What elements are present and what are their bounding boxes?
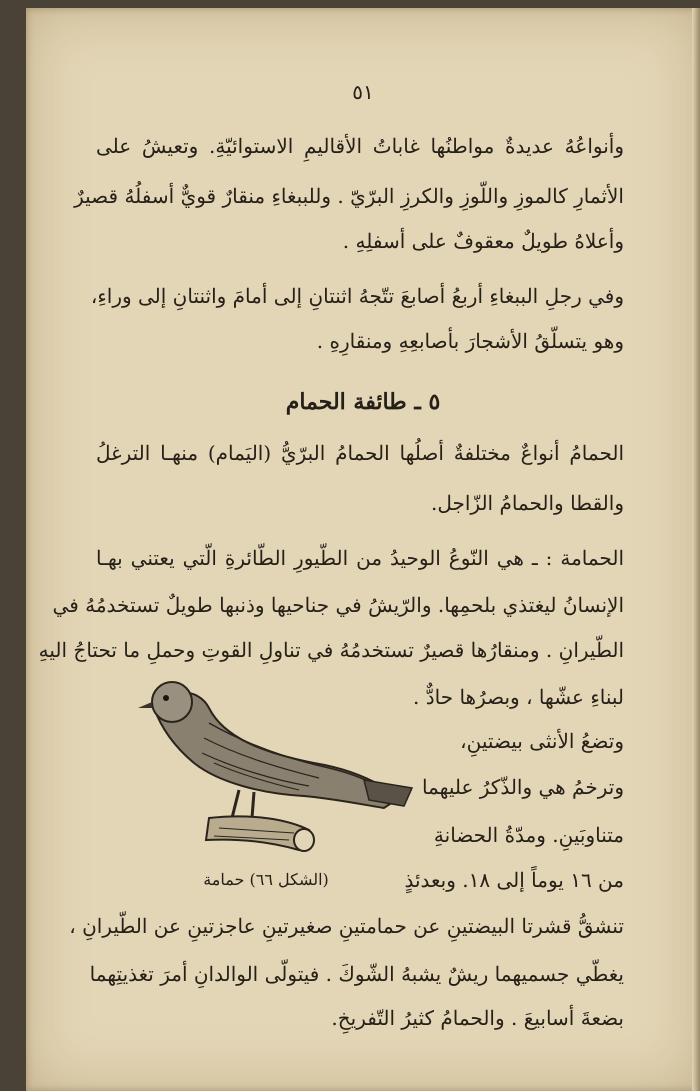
text-line: من ١٦ يوماً إلى ١٨. وبعدئذٍ xyxy=(404,868,624,892)
text-line: وأعلاهُ طويلٌ معقوفٌ على أسفلِهِ . xyxy=(342,229,624,253)
text-line: تنشقُّ قشرتا البيضتينِ عن حمامتينِ صغيرتينِ عاجزتينِ عن الطّيرانِ ، xyxy=(69,914,624,938)
text-line: يغطّي جسميهما ريشٌ يشبهُ الشّوكَ . فيتولّى الوالدانِ أمرَ تغذيتِهما xyxy=(89,962,624,986)
page-number: ٥١ xyxy=(352,80,374,104)
text-line: وتضعُ الأنثى بيضتينِ، xyxy=(460,729,624,753)
figure-caption: (الشكل ٦٦) حمامة xyxy=(203,870,329,889)
text-line: وترخمُ هي والذّكرُ عليهما xyxy=(421,775,624,799)
pigeon-illustration xyxy=(114,668,414,868)
text-line: والقطا والحمامُ الزّاجل. xyxy=(430,491,624,515)
text-line: بضعةَ أسابيعَ . والحمامُ كثيرُ التّفريخِ. xyxy=(331,1006,624,1030)
page-edge-shadow xyxy=(692,8,700,1091)
text-line: الطّيرانِ . ومنقارُها قصيرٌ تستخدمُهُ في تناولِ القوتِ وحملِ ما تحتاجُ اليهِ xyxy=(38,638,624,662)
text-line: متناوبَينِ. ومدّةُ الحضانةِ xyxy=(433,823,624,847)
text-line: الحمامُ أنواعٌ مختلفةٌ أصلُها الحمامُ البرّيُّ (اليَمام) منهـا الترغلُ xyxy=(96,441,624,465)
text-line: لبناءِ عشّها ، وبصرُها حادٌّ . xyxy=(413,685,624,709)
section-heading: ٥ ـ طائفة الحمام xyxy=(285,389,441,415)
text-line: الإنسانُ ليغتذي بلحمِها. والرّيشُ في جناحيها وذنبها طويلٌ تستخدمُهُ في xyxy=(52,593,624,617)
text-line: وفي رجلِ الببغاءِ أربعُ أصابعَ تتّجهُ اثنتانِ إلى أمامَ واثنتانِ إلى وراءِ، xyxy=(90,284,624,308)
book-page xyxy=(26,8,700,1091)
text-line: وأنواعُهُ عديدةٌ مواطنُها غاباتُ الأقاليمِ الاستوائيّةِ. وتعيشُ على xyxy=(96,134,624,158)
text-line: وهو يتسلّقُ الأشجارَ بأصابعِهِ ومنقارِهِ . xyxy=(316,329,624,353)
text-line: الحمامة : ـ هي النّوعُ الوحيدُ من الطّيورِ الطّائرةِ الّتي يعتني بهـا xyxy=(96,546,624,570)
text-line: الأثمارِ كالموزِ واللّوزِ والكرزِ البرّيّ . وللببغاءِ منقارٌ قويٌّ أسفلُهُ قصيرٌ xyxy=(74,184,624,208)
